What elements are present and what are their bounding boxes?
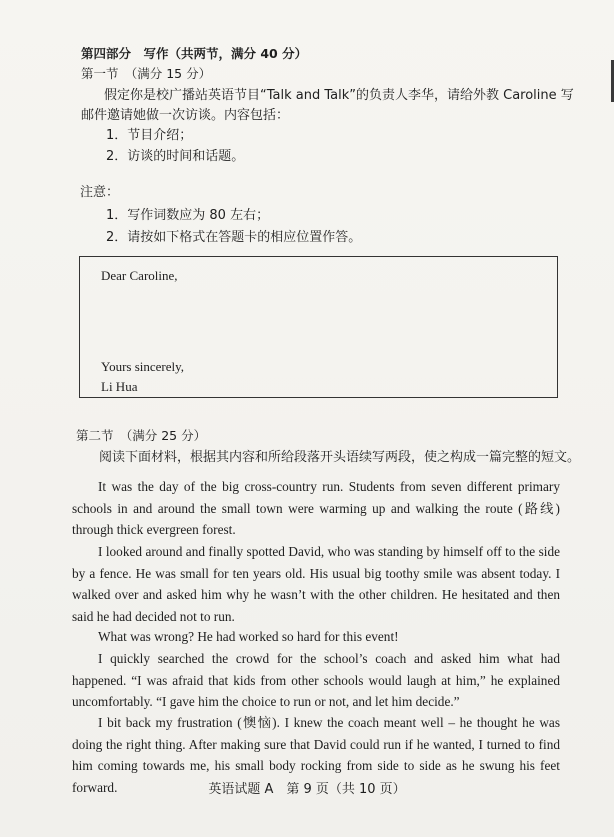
content-item-1: 1．节目介绍； [106, 128, 193, 143]
part-heading: 第四部分 写作（共两节，满分 40 分） [81, 46, 308, 61]
content-item-2: 2．访谈的时间和话题。 [106, 149, 245, 164]
story-paragraph-1: It was the day of the big cross-country run. Students from seven different primary schools in and around the small town were warming up and walking the route (路线) through thick evergreen forest. [72, 479, 560, 537]
section2-instruction: 阅读下面材料，根据其内容和所给段落开头语续写两段，使之构成一篇完整的短文。 [99, 450, 581, 465]
letter-format-box [79, 256, 558, 398]
note-item-2: 2．请按如下格式在答题卡的相应位置作答。 [106, 230, 362, 245]
letter-greeting: Dear Caroline, [101, 268, 178, 283]
section1-prompt-line2: 邮件邀请她做一次访谈。内容包括： [81, 108, 290, 123]
story-paragraph-3: What was wrong? He had worked so hard for this event! [98, 629, 399, 644]
page-footer: 英语试题 A 第 9 页（共 10 页） [208, 782, 406, 797]
section1-prompt-line1: 假定你是校广播站英语节目“Talk and Talk”的负责人李华，请给外教 Caroline 写 [104, 88, 574, 103]
letter-signature: Li Hua [101, 379, 138, 394]
story-paragraph-5: I bit back my frustration (懊恼). I knew the coach meant well – he thought he was doing the right thing. After making sure that David could run if he wanted, I turned to find him coming towards me, his small body rocking from side to side as he swung his feet forward. [72, 715, 560, 795]
story-paragraph-2: I looked around and finally spotted David, who was standing by himself off to the side by a fence. He was small for ten years old. His usual big toothy smile was absent today. I walked over and asked him why he wasn’t with the other children. He hesitated and then said he had decided not to run. [72, 544, 560, 624]
letter-closing: Yours sincerely, [101, 359, 185, 374]
section1-title: 第一节 （满分 15 分） [81, 66, 212, 81]
section2-title: 第二节 （满分 25 分） [76, 428, 207, 443]
note-label: 注意： [80, 185, 120, 200]
note-item-1: 1．写作词数应为 80 左右； [106, 208, 270, 223]
story-paragraph-4: I quickly searched the crowd for the school’s coach and asked him what had happened. “I was afraid that kids from other schools would laugh at him,” he explained uncomfortably. “I gave him the choice to run or not, and let him decide.” [72, 651, 560, 709]
